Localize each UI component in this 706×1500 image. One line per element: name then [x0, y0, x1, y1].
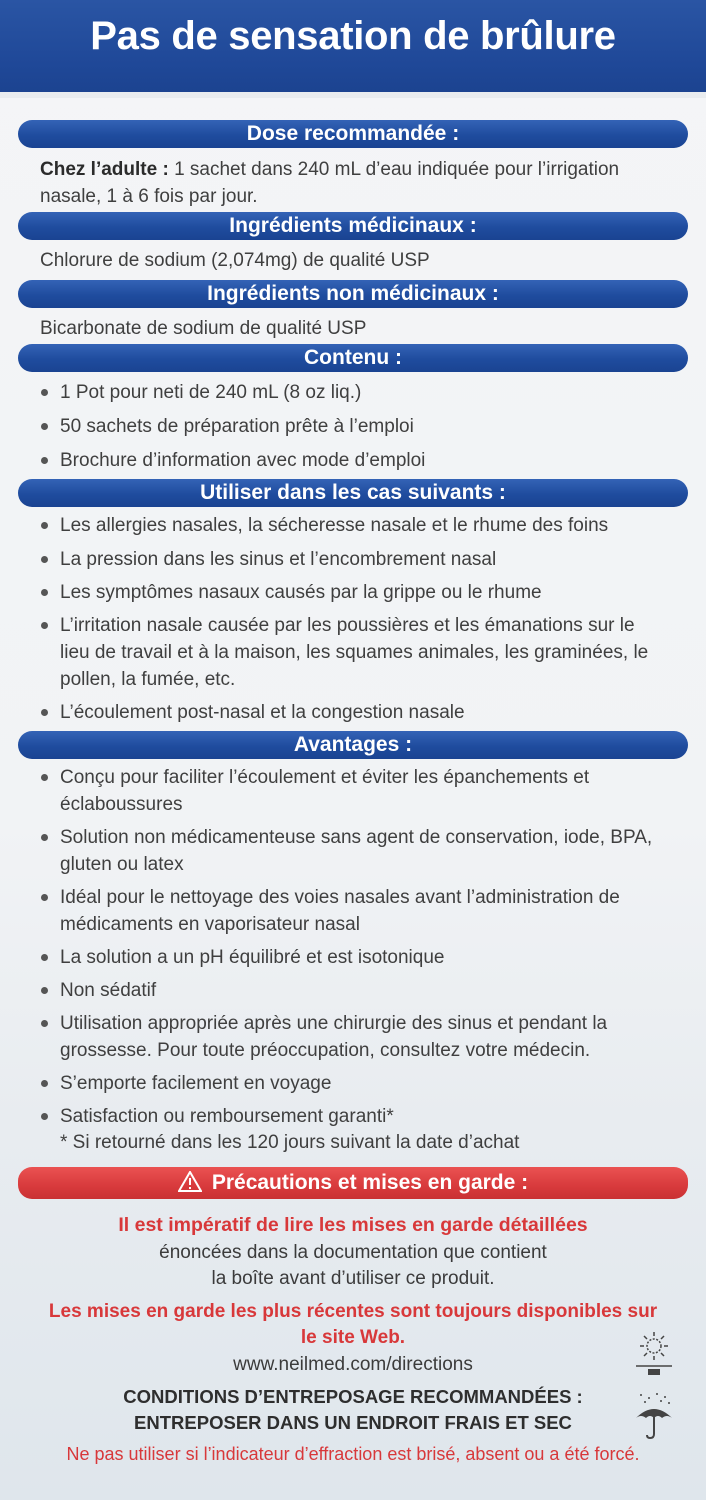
contents-heading: Contenu : [18, 344, 688, 372]
divider [0, 92, 706, 98]
list-item: 50 sachets de préparation prête à l’emploi [40, 413, 680, 440]
list-item: Non sédatif [40, 977, 680, 1004]
list-item: La pression dans les sinus et l’encombrement nasal [40, 546, 680, 573]
dose-line-1 [40, 156, 680, 183]
dose-heading: Dose recommandée : [18, 120, 688, 148]
list-item: Solution non médicamenteuse sans agent de conservation, iode, BPA, [40, 824, 680, 851]
dose-label: Chez l’adulte : [40, 159, 169, 180]
warning-line-3: la boîte avant d’utiliser ce produit. [211, 1268, 495, 1289]
page-title: Pas de sensation de brûlure [90, 14, 616, 58]
list-item: 1 Pot pour neti de 240 mL (8 oz liq.) [40, 379, 680, 406]
list-item-continued: gluten ou latex [60, 854, 184, 875]
uses-heading: Utiliser dans les cas suivants : [18, 479, 688, 507]
sun-icon [634, 1330, 674, 1376]
dose-text: 1 sachet dans 240 mL d’eau indiquée pour l’irrigation [174, 159, 620, 180]
web-line-2: le site Web. [300, 1327, 406, 1348]
dose-line-2: nasale, 1 à 6 fois par jour. [40, 186, 258, 207]
medicinal-heading: Ingrédients médicinaux : [18, 212, 688, 240]
list-item: L’écoulement post-nasal et la congestion nasale [40, 699, 680, 726]
medicinal-text: Chlorure de sodium (2,074mg) de qualité USP [40, 250, 430, 271]
list-item: Les allergies nasales, la sécheresse nasale et le rhume des foins [40, 512, 680, 539]
list-item-continued: lieu de travail et à la maison, les squames animales, les graminées, le [60, 642, 649, 663]
list-item-continued: grossesse. Pour toute préoccupation, consultez votre médecin. [60, 1040, 591, 1061]
warning-icon [178, 1171, 202, 1192]
umbrella-icon [633, 1392, 675, 1440]
warning-bold-line: Il est impératif de lire les mises en garde détaillées [118, 1214, 588, 1236]
storage-line-2: ENTREPOSER DANS UN ENDROIT FRAIS ET SEC [134, 1412, 572, 1433]
website-url[interactable]: www.neilmed.com/directions [233, 1354, 473, 1375]
warning-line-2: énoncées dans la documentation que contient [159, 1242, 547, 1263]
list-item: Idéal pour le nettoyage des voies nasales avant l’administration de [40, 884, 680, 911]
nonmedicinal-text: Bicarbonate de sodium de qualité USP [40, 318, 367, 339]
list-item: Satisfaction ou remboursement garanti* [40, 1103, 680, 1130]
list-item-continued: pollen, la fumée, etc. [60, 669, 236, 690]
warnings-heading [18, 1167, 688, 1199]
list-item: Utilisation appropriée après une chirurgie des sinus et pendant la [40, 1010, 680, 1037]
nonmedicinal-heading: Ingrédients non médicinaux : [18, 280, 688, 308]
benefits-heading: Avantages : [18, 731, 688, 759]
storage-line-1: CONDITIONS D’ENTREPOSAGE RECOMMANDÉES : [123, 1386, 583, 1407]
web-line-1: Les mises en garde les plus récentes sont toujours disponibles sur [48, 1301, 658, 1322]
list-item: Conçu pour faciliter l’écoulement et éviter les épanchements et [40, 764, 680, 791]
list-item-continued: éclaboussures [60, 794, 183, 815]
warnings-heading-text: Précautions et mises en garde : [211, 1171, 529, 1194]
list-item: Les symptômes nasaux causés par la grippe ou le rhume [40, 579, 680, 606]
list-item: S’emporte facilement en voyage [40, 1070, 680, 1097]
list-item: Brochure d’information avec mode d’emploi [40, 447, 680, 474]
footnote: * Si retourné dans les 120 jours suivant la date d’achat [60, 1132, 520, 1153]
list-item-continued: médicaments en vaporisateur nasal [60, 914, 360, 935]
tamper-warning: Ne pas utiliser si l’indicateur d’effraction est brisé, absent ou a été forcé. [66, 1444, 640, 1464]
list-item: L’irritation nasale causée par les poussières et les émanations sur le [40, 612, 680, 639]
list-item: La solution a un pH équilibré et est isotonique [40, 944, 680, 971]
